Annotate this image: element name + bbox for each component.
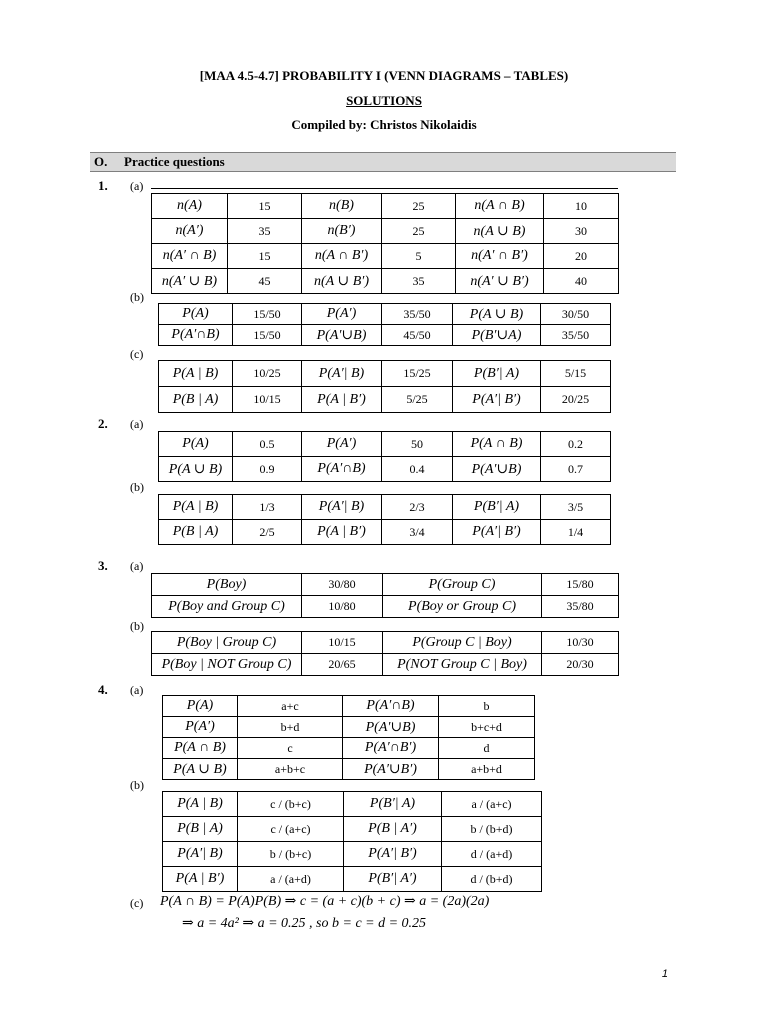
expression-cell: P(A | B) — [163, 792, 238, 817]
q1-table-c — [158, 360, 611, 413]
value-cell: 20 — [544, 244, 619, 269]
question-2-number: 2. — [98, 416, 108, 431]
table-row — [152, 244, 619, 269]
expression-cell: P(A) — [163, 696, 238, 717]
value-cell: 5 — [382, 244, 456, 269]
document-author: Compiled by: Christos Nikolaidis — [291, 117, 477, 132]
value-cell: 15 — [228, 244, 302, 269]
q2-part-a-label: (a) — [130, 417, 144, 431]
value-cell: 2/3 — [382, 495, 453, 520]
expression-cell: P(A ∩ B) — [453, 432, 541, 457]
expression-cell: P(Boy or Group C) — [383, 596, 542, 618]
value-cell: 40 — [544, 269, 619, 294]
table-row — [159, 432, 611, 457]
value-cell: 25 — [382, 219, 456, 244]
expression-cell: P(B′| A) — [453, 361, 541, 387]
value-cell: 0.5 — [233, 432, 302, 457]
value-cell: 35/80 — [542, 596, 619, 618]
table-row — [159, 304, 611, 325]
value-cell: 35/50 — [382, 304, 453, 325]
table-row — [159, 495, 611, 520]
expression-cell: P(A ∪ B) — [453, 304, 541, 325]
value-cell: 20/65 — [302, 654, 383, 676]
expression-cell: n(A ∩ B) — [456, 194, 544, 219]
q4-c-equation-line-2: ⇒ a = 4a² ⇒ a = 0.25 , so b = c = d = 0.25 — [182, 916, 427, 931]
q4-table-a — [162, 695, 535, 780]
table-row — [152, 632, 619, 654]
q2-part-b-label: (b) — [130, 480, 144, 494]
expression-cell: P(Boy and Group C) — [152, 596, 302, 618]
expression-cell: n(A′ ∩ B′) — [456, 244, 544, 269]
expression-cell: P(A′∩B) — [343, 696, 439, 717]
expression-cell: P(A ∩ B) — [163, 738, 238, 759]
q3-table-b — [151, 631, 619, 676]
table-row — [163, 759, 535, 780]
expression-cell: P(A′| B′) — [453, 387, 541, 413]
value-cell: 0.2 — [541, 432, 611, 457]
expression-cell: P(A′∪B) — [343, 717, 439, 738]
expression-cell: P(B′| A) — [453, 495, 541, 520]
value-cell: 1/4 — [541, 520, 611, 545]
value-cell: 10/25 — [233, 361, 302, 387]
value-cell: d / (a+d) — [442, 842, 542, 867]
value-cell: 3/5 — [541, 495, 611, 520]
question-4-number: 4. — [98, 682, 108, 697]
value-cell: 25 — [382, 194, 456, 219]
expression-cell: P(A) — [159, 432, 233, 457]
value-cell: 5/15 — [541, 361, 611, 387]
expression-cell: P(A′∩B) — [302, 457, 382, 482]
value-cell: 15/80 — [542, 574, 619, 596]
expression-cell: P(A | B′) — [302, 387, 382, 413]
q3-part-a-label: (a) — [130, 559, 144, 573]
q4-part-b-label: (b) — [130, 778, 144, 792]
expression-cell: P(A′∩B) — [159, 325, 233, 346]
value-cell: 15/50 — [233, 304, 302, 325]
table-row — [152, 194, 619, 219]
question-3-number: 3. — [98, 558, 108, 573]
table-row — [152, 269, 619, 294]
expression-cell: P(B′∪A) — [453, 325, 541, 346]
expression-cell: P(A) — [159, 304, 233, 325]
expression-cell: n(A ∪ B) — [456, 219, 544, 244]
expression-cell: P(A | B) — [159, 361, 233, 387]
value-cell: b+c+d — [439, 717, 535, 738]
expression-cell: n(A′ ∪ B) — [152, 269, 228, 294]
value-cell: 15 — [228, 194, 302, 219]
expression-cell: P(Boy | NOT Group C) — [152, 654, 302, 676]
table-row — [159, 325, 611, 346]
value-cell: 30 — [544, 219, 619, 244]
expression-cell: n(A′) — [152, 219, 228, 244]
q1-part-a-label: (a) — [130, 179, 144, 193]
value-cell: 0.9 — [233, 457, 302, 482]
q4-part-c-label: (c) — [130, 896, 144, 910]
table-row — [152, 596, 619, 618]
expression-cell: n(B) — [302, 194, 382, 219]
value-cell: 10/80 — [302, 596, 383, 618]
value-cell: a+b+c — [238, 759, 343, 780]
value-cell: 2/5 — [233, 520, 302, 545]
document-subtitle: SOLUTIONS — [346, 93, 422, 108]
expression-cell: P(A′∪B′) — [343, 759, 439, 780]
expression-cell: n(A) — [152, 194, 228, 219]
table-row — [163, 817, 542, 842]
table-row — [163, 696, 535, 717]
expression-cell: P(Group C) — [383, 574, 542, 596]
value-cell: 15/50 — [233, 325, 302, 346]
question-1-number: 1. — [98, 178, 108, 193]
value-cell: 10/30 — [542, 632, 619, 654]
value-cell: 0.4 — [382, 457, 453, 482]
section-number: O. — [94, 154, 108, 169]
q1-table-a — [151, 193, 619, 294]
q1-part-c-label: (c) — [130, 347, 144, 361]
value-cell: 15/25 — [382, 361, 453, 387]
expression-cell: P(A | B′) — [302, 520, 382, 545]
table-row — [163, 717, 535, 738]
table-row — [163, 842, 542, 867]
table-row — [163, 792, 542, 817]
expression-cell: P(A′) — [163, 717, 238, 738]
expression-cell: P(B | A) — [163, 817, 238, 842]
q1-table-b — [158, 303, 611, 346]
value-cell: c / (b+c) — [238, 792, 344, 817]
value-cell: 50 — [382, 432, 453, 457]
value-cell: c — [238, 738, 343, 759]
expression-cell: P(NOT Group C | Boy) — [383, 654, 542, 676]
value-cell: 10 — [544, 194, 619, 219]
expression-cell: P(A′| B) — [302, 361, 382, 387]
q4-part-a-label: (a) — [130, 683, 144, 697]
table-row — [152, 574, 619, 596]
expression-cell: P(B′| A′) — [344, 867, 442, 892]
q1-part-b-label: (b) — [130, 290, 144, 304]
expression-cell: P(Group C | Boy) — [383, 632, 542, 654]
value-cell: b — [439, 696, 535, 717]
expression-cell: n(A ∪ B′) — [302, 269, 382, 294]
q2-table-b — [158, 494, 611, 545]
expression-cell: n(A′ ∪ B′) — [456, 269, 544, 294]
expression-cell: P(A′∪B) — [302, 325, 382, 346]
value-cell: 10/15 — [302, 632, 383, 654]
expression-cell: n(B′) — [302, 219, 382, 244]
value-cell: a+b+d — [439, 759, 535, 780]
value-cell: a / (a+d) — [238, 867, 344, 892]
value-cell: b / (b+c) — [238, 842, 344, 867]
expression-cell: P(B | A) — [159, 387, 233, 413]
value-cell: a+c — [238, 696, 343, 717]
value-cell: b / (b+d) — [442, 817, 542, 842]
table-row — [159, 520, 611, 545]
value-cell: d — [439, 738, 535, 759]
expression-cell: P(A′∩B′) — [343, 738, 439, 759]
value-cell: 45/50 — [382, 325, 453, 346]
expression-cell: P(A ∪ B) — [163, 759, 238, 780]
expression-cell: P(Boy) — [152, 574, 302, 596]
expression-cell: P(B | A′) — [344, 817, 442, 842]
expression-cell: P(A′) — [302, 432, 382, 457]
q3-table-a — [151, 573, 619, 618]
value-cell: a / (a+c) — [442, 792, 542, 817]
table-row — [152, 219, 619, 244]
expression-cell: P(A ∪ B) — [159, 457, 233, 482]
expression-cell: P(A′| B) — [302, 495, 382, 520]
expression-cell: n(A ∩ B′) — [302, 244, 382, 269]
expression-cell: P(Boy | Group C) — [152, 632, 302, 654]
answer-line — [151, 188, 618, 189]
value-cell: 1/3 — [233, 495, 302, 520]
value-cell: 30/50 — [541, 304, 611, 325]
expression-cell: P(A′| B′) — [344, 842, 442, 867]
value-cell: 0.7 — [541, 457, 611, 482]
value-cell: 5/25 — [382, 387, 453, 413]
table-row — [159, 361, 611, 387]
expression-cell: P(A′∪B) — [453, 457, 541, 482]
value-cell: 3/4 — [382, 520, 453, 545]
table-row — [159, 457, 611, 482]
section-label: Practice questions — [124, 154, 225, 169]
expression-cell: P(A′| B′) — [453, 520, 541, 545]
value-cell: 45 — [228, 269, 302, 294]
q3-part-b-label: (b) — [130, 619, 144, 633]
expression-cell: P(B′| A) — [344, 792, 442, 817]
expression-cell: P(B | A) — [159, 520, 233, 545]
page-number: 1 — [661, 968, 668, 980]
value-cell: b+d — [238, 717, 343, 738]
table-row — [163, 867, 542, 892]
value-cell: d / (b+d) — [442, 867, 542, 892]
expression-cell: n(A′ ∩ B) — [152, 244, 228, 269]
expression-cell: P(A | B′) — [163, 867, 238, 892]
q4-table-b — [162, 791, 542, 892]
document-title: [MAA 4.5-4.7] PROBABILITY I (VENN DIAGRAMS – TABLES) — [199, 68, 569, 83]
value-cell: 35 — [382, 269, 456, 294]
value-cell: 10/15 — [233, 387, 302, 413]
expression-cell: P(A | B) — [159, 495, 233, 520]
value-cell: c / (a+c) — [238, 817, 344, 842]
value-cell: 35 — [228, 219, 302, 244]
value-cell: 20/30 — [542, 654, 619, 676]
table-row — [152, 654, 619, 676]
value-cell: 20/25 — [541, 387, 611, 413]
expression-cell: P(A′) — [302, 304, 382, 325]
q2-table-a — [158, 431, 611, 482]
table-row — [163, 738, 535, 759]
expression-cell: P(A′| B) — [163, 842, 238, 867]
value-cell: 35/50 — [541, 325, 611, 346]
value-cell: 30/80 — [302, 574, 383, 596]
table-row — [159, 387, 611, 413]
q4-c-equation-line-1: P(A ∩ B) = P(A)P(B) ⇒ c = (a + c)(b + c) ⇒ a = (2a)(2a) — [160, 894, 490, 909]
section-header — [90, 152, 676, 172]
